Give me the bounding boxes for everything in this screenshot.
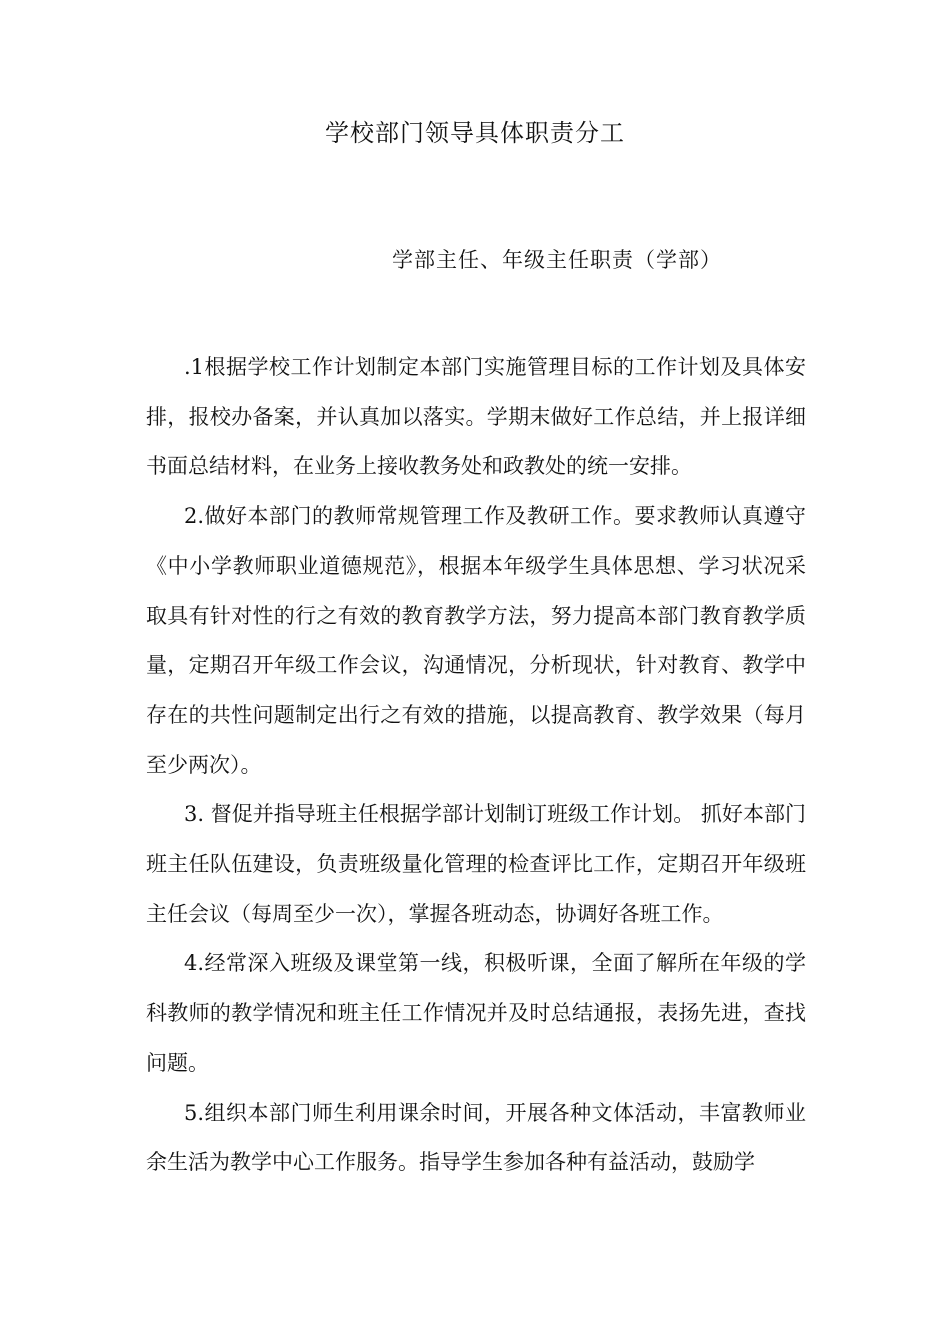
paragraph-4: 4.经常深入班级及课堂第一线，积极听课，全面了解所在年级的学科教师的教学情况和班主任工作情况并及时总结通报，表扬先进，查找问题。 <box>146 951 806 1075</box>
document-body <box>146 343 806 1188</box>
paragraph-5: 5.组织本部门师生利用课余时间，开展各种文体活动，丰富教师业余生活为教学中心工作服务。指导学生参加各种有益活动，鼓励学 <box>146 1100 806 1175</box>
paragraph-1: .1根据学校工作计划制定本部门实施管理目标的工作计划及具体安排，报校办备案，并认真加以落实。学期末做好工作总结，并上报详细书面总结材料，在业务上接收教务处和政教处的统一安排。 <box>146 355 806 479</box>
paragraph-3: 3. 督促并指导班主任根据学部计划制订班级工作计划。 抓好本部门班主任队伍建设，负责班级量化管理的检查评比工作，定期召开年级班主任会议（每周至少一次），掌握各班动态，协调好各班工作。 <box>146 802 806 926</box>
paragraph-2: 2.做好本部门的教师常规管理工作及教研工作。要求教师认真遵守《中小学教师职业道德规范》，根据本年级学生具体思想、学习状况采取具有针对性的行之有效的教育教学方法，努力提高本部门教育教学质量，定期召开年级工作会议，沟通情况，分析现状，针对教育、教学中存在的共性问题制定出行之有效的措施，以提高教育、教学效果（每月至少两次）。 <box>146 504 806 777</box>
document-title: 学校部门领导具体职责分工 <box>325 119 625 147</box>
section-subtitle: 学部主任、年级主任职责（学部） <box>392 248 722 272</box>
